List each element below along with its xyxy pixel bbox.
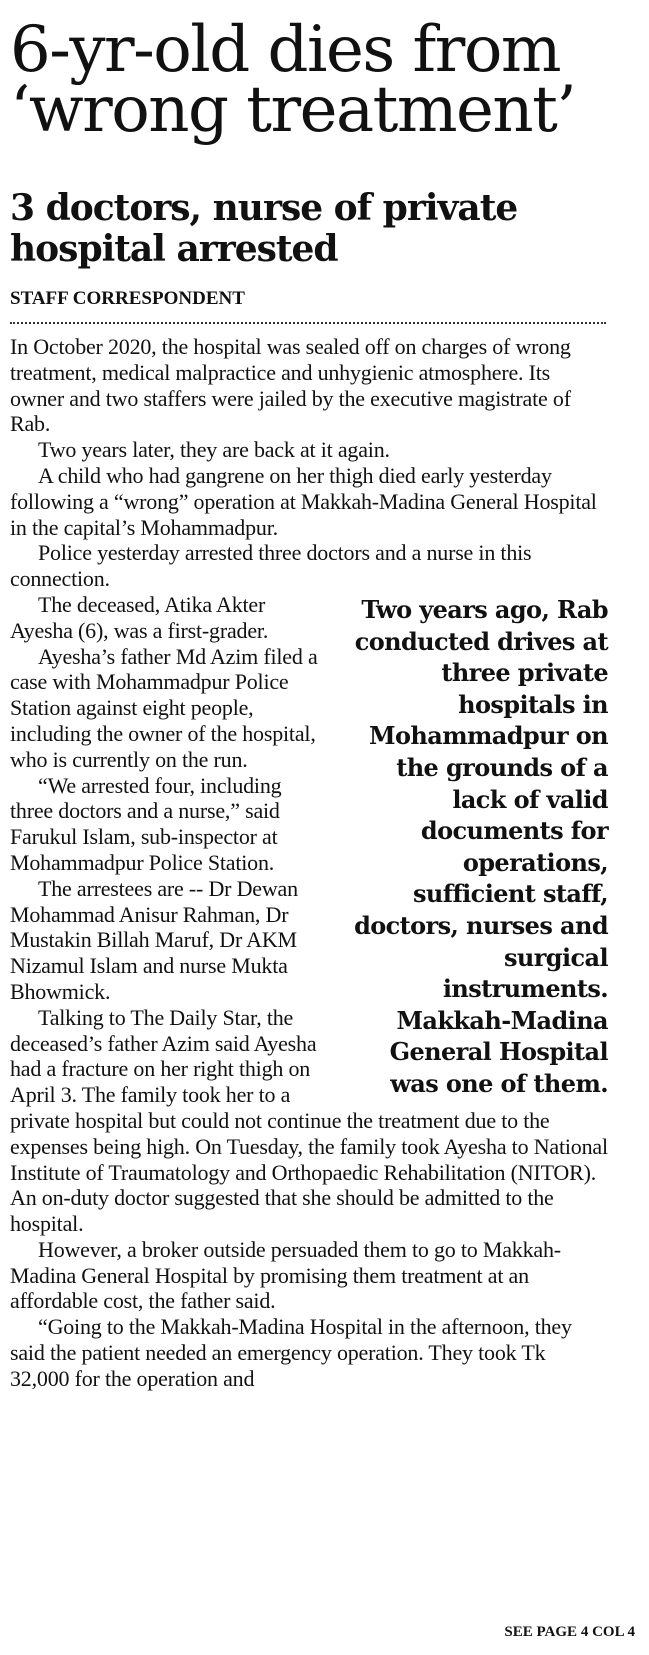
paragraph: Two years later, they are back at it again.	[38, 437, 390, 463]
paragraph: Ayesha’s father Md Azim filed a case with Mohammadpur Police Station against eight people, including the owner of the hospital, who is currently on the run.	[10, 643, 318, 772]
paragraph: Police yesterday arrested three doctors and a nurse in this connection.	[10, 540, 532, 592]
paragraph: The arrestees are -- Dr Dewan Mohammad Anisur Rahman, Dr Mustakin Billah Maruf, Dr AKM Nizamul Islam and nurse Mukta Bhowmick.	[10, 875, 298, 1004]
paragraph: “We arrested four, including three doctors and a nurse,” said Farukul Islam, sub-inspector at Mohammadpur Police Station.	[10, 772, 282, 875]
paragraph: In October 2020, the hospital was sealed off on charges of wrong treatment, medical malpractice and unhygienic atmosphere. Its owner and two staffers were jailed by the executive magistrate of Rab.	[10, 334, 571, 437]
paragraph: A child who had gangrene on her thigh died early yesterday following a “wrong” operation at Makkah-Madina General Hospital in the capital’s Mohammadpur.	[10, 462, 597, 540]
continued-note: SEE PAGE 4 COL 4	[504, 1624, 635, 1640]
dotted-divider	[10, 322, 606, 324]
subheadline: 3 doctors, nurse of private hospital arrested	[10, 187, 518, 270]
headline: 6-yr-old dies from ‘wrong treatment’	[10, 13, 576, 147]
paragraph: Talking to The Daily Star, the deceased’s father Azim said Ayesha had a fracture on her right thigh on April 3. The family took her to a private hospital but could not continue the treatment due to the expenses being high. On Tuesday, the family took Ayesha to National Institute of Traumatology and Orthopaedic Rehabilitation (NITOR). An on-duty doctor suggested that she should be admitted to the hospital.	[10, 1004, 608, 1237]
pull-quote: Two years ago, Rab conducted drives at three private hospitals in Mohammadpur on the grounds of a lack of valid documents for operations, sufficient staff, doctors, nurses and surgical instruments. Makkah-Madina General Hospital was one of them.	[354, 594, 608, 1098]
byline: STAFF CORRESPONDENT	[10, 288, 245, 309]
paragraph: “Going to the Makkah-Madina Hospital in the afternoon, they said the patient needed an emergency operation. They took Tk 32,000 for the operation and	[10, 1314, 572, 1391]
paragraph: The deceased, Atika Akter Ayesha (6), was a first-grader.	[10, 591, 269, 643]
article-body	[10, 334, 608, 1392]
paragraph: However, a broker outside persuaded them to go to Makkah-Madina General Hospital by promising them treatment at an affordable cost, the father said.	[10, 1236, 561, 1314]
